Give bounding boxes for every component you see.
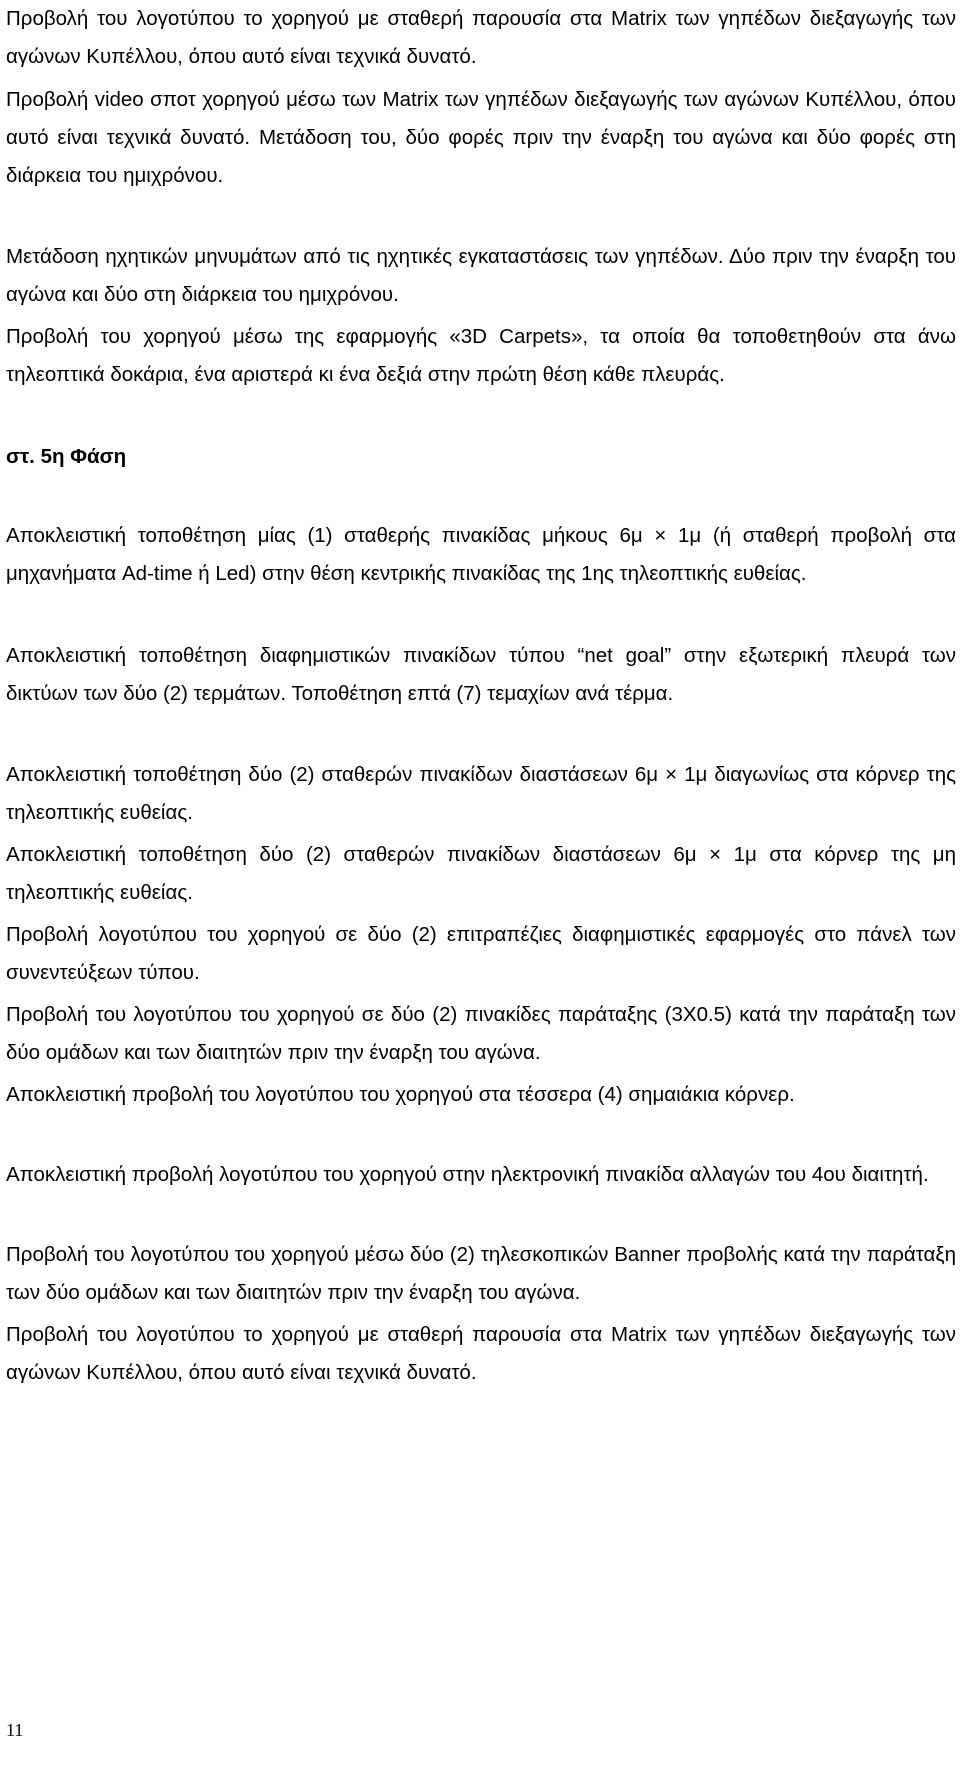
paragraph-substitution-board: Αποκλειστική προβολή λογοτύπου του χορηγού στην ηλεκτρονική πινακίδα αλλαγών του 4ου διαιτητή. bbox=[6, 1163, 929, 1186]
paragraph-audio-messages: Μετάδοση ηχητικών μηνυμάτων από τις ηχητικές εγκαταστάσεις των γηπέδων. Δύο πριν την έναρξη του αγώνα και δύο στη διάρκεια του ημιχρόνου. bbox=[6, 245, 956, 306]
paragraph-net-goal: Αποκλειστική τοποθέτηση διαφημιστικών πινακίδων τύπου “net goal” στην εξωτερική πλευρά των δικτύων των δύο (2) τερμάτων. Τοποθέτηση επτά (7) τεμαχίων ανά τέρμα. bbox=[6, 644, 956, 705]
paragraph-press-panel: Προβολή λογοτύπου του χορηγού σε δύο (2) επιτραπέζιες διαφημιστικές εφαρμογές στο πάνελ των συνεντεύξεων τύπου. bbox=[6, 923, 956, 984]
paragraph-matrix-logo: Προβολή του λογοτύπου το χορηγού με σταθερή παρουσία στα Matrix των γηπέδων διεξαγωγής των αγώνων Κυπέλλου, όπου αυτό είναι τεχνικά δυνατό. bbox=[6, 7, 956, 68]
paragraph-3d-carpets: Προβολή του χορηγού μέσω της εφαρμογής «3D Carpets», τα οποία θα τοποθετηθούν στα άνω τηλεοπτικά δοκάρια, ένα αριστερά κι ένα δεξιά στην πρώτη θέση κάθε πλευράς. bbox=[6, 325, 956, 386]
paragraph-lineup-boards: Προβολή του λογοτύπου του χορηγού σε δύο (2) πινακίδες παράταξης (3Χ0.5) κατά την παράταξη των δύο ομάδων και των διαιτητών πριν την έναρξη του αγώνα. bbox=[6, 1003, 956, 1064]
paragraph-corner-boards-non-tv: Αποκλειστική τοποθέτηση δύο (2) σταθερών πινακίδων διαστάσεων 6μ × 1μ στα κόρνερ της μη τηλεοπτικής ευθείας. bbox=[6, 843, 956, 904]
paragraph-matrix-logo-repeat: Προβολή του λογοτύπου το χορηγού με σταθερή παρουσία στα Matrix των γηπέδων διεξαγωγής των αγώνων Κυπέλλου, όπου αυτό είναι τεχνικά δυνατό. bbox=[6, 1323, 956, 1384]
section-heading-phase-5: στ. 5η Φάση bbox=[6, 445, 127, 468]
paragraph-video-spot: Προβολή video σποτ χορηγού μέσω των Matrix των γηπέδων διεξαγωγής των αγώνων Κυπέλλου, όπου αυτό είναι τεχνικά δυνατό. Μετάδοση του, δύο φορές πριν την έναρξη του αγώνα και δύο φορές στη διάρκεια του ημιχρόνου. bbox=[6, 88, 956, 187]
paragraph-telescopic-banner: Προβολή του λογοτύπου του χορηγού μέσω δύο (2) τηλεσκοπικών Banner προβολής κατά την παράταξη των δύο ομάδων και των διαιτητών πριν την έναρξη του αγώνα. bbox=[6, 1243, 956, 1304]
paragraph-fixed-board: Αποκλειστική τοποθέτηση μίας (1) σταθερής πινακίδας μήκους 6μ × 1μ (ή σταθερή προβολή στα μηχανήματα Ad-time ή Led) στην θέση κεντρικής πινακίδας της 1ης τηλεοπτικής ευθείας. bbox=[6, 524, 956, 585]
page-number: 11 bbox=[6, 1720, 24, 1740]
paragraph-corner-boards-tv: Αποκλειστική τοποθέτηση δύο (2) σταθερών πινακίδων διαστάσεων 6μ × 1μ διαγωνίως στα κόρνερ της τηλεοπτικής ευθείας. bbox=[6, 763, 956, 824]
paragraph-corner-flags: Αποκλειστική προβολή του λογοτύπου του χορηγού στα τέσσερα (4) σημαιάκια κόρνερ. bbox=[6, 1083, 795, 1106]
